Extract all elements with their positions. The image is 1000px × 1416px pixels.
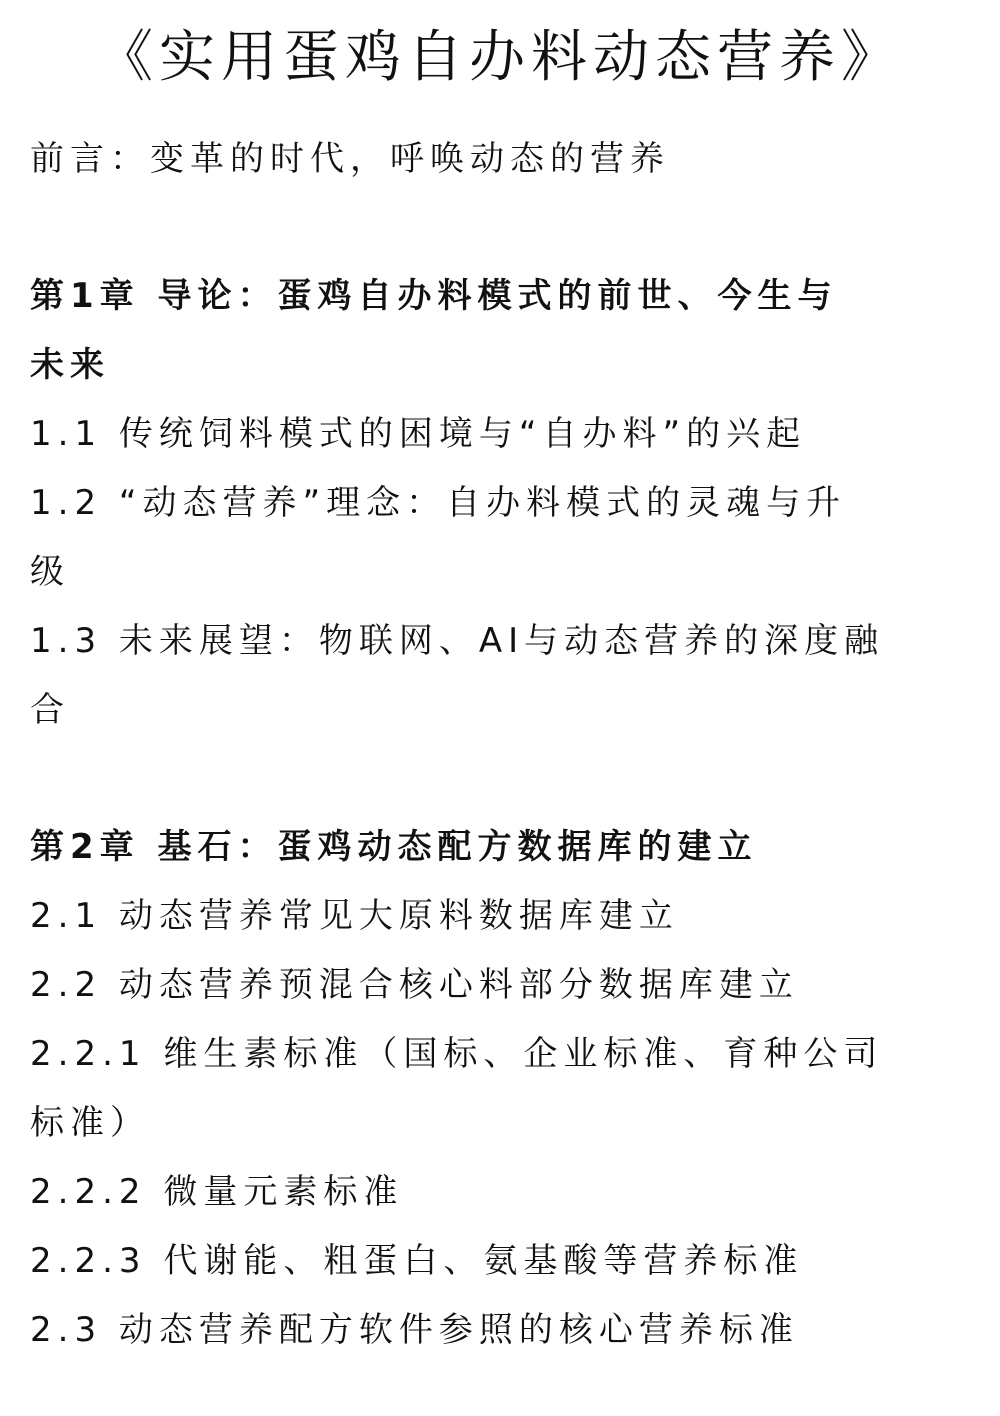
preface-entry: 前言：变革的时代，呼唤动态的营养 <box>30 139 670 179</box>
section-2-2-1: 2.2.1 维生素标准（国标、企业标准、育种公司 <box>30 1034 884 1074</box>
section-1-3: 1.3 未来展望：物联网、AI与动态营养的深度融 <box>30 621 885 661</box>
section-2-2: 2.2 动态营养预混合核心料部分数据库建立 <box>30 965 799 1005</box>
chapter-1-heading-continued: 未来 <box>30 345 110 385</box>
chapter-1-heading: 第1章 导论：蛋鸡自办料模式的前世、今生与 <box>30 276 838 316</box>
section-1-2: 1.2 “动态营养”理念：自办料模式的灵魂与升 <box>30 483 847 523</box>
section-2-3: 2.3 动态营养配方软件参照的核心营养标准 <box>30 1310 799 1350</box>
section-1-1: 1.1 传统饲料模式的困境与“自办料”的兴起 <box>30 414 807 454</box>
section-2-2-1-continued: 标准） <box>30 1103 150 1143</box>
section-2-2-2: 2.2.2 微量元素标准 <box>30 1172 404 1212</box>
section-2-1: 2.1 动态营养常见大原料数据库建立 <box>30 896 679 936</box>
section-1-2-continued: 级 <box>30 552 70 592</box>
document-title: 《实用蛋鸡自办料动态营养》 <box>97 25 903 90</box>
section-1-3-continued: 合 <box>30 690 70 730</box>
section-2-2-3: 2.2.3 代谢能、粗蛋白、氨基酸等营养标准 <box>30 1241 804 1281</box>
chapter-2-heading: 第2章 基石：蛋鸡动态配方数据库的建立 <box>30 827 758 867</box>
